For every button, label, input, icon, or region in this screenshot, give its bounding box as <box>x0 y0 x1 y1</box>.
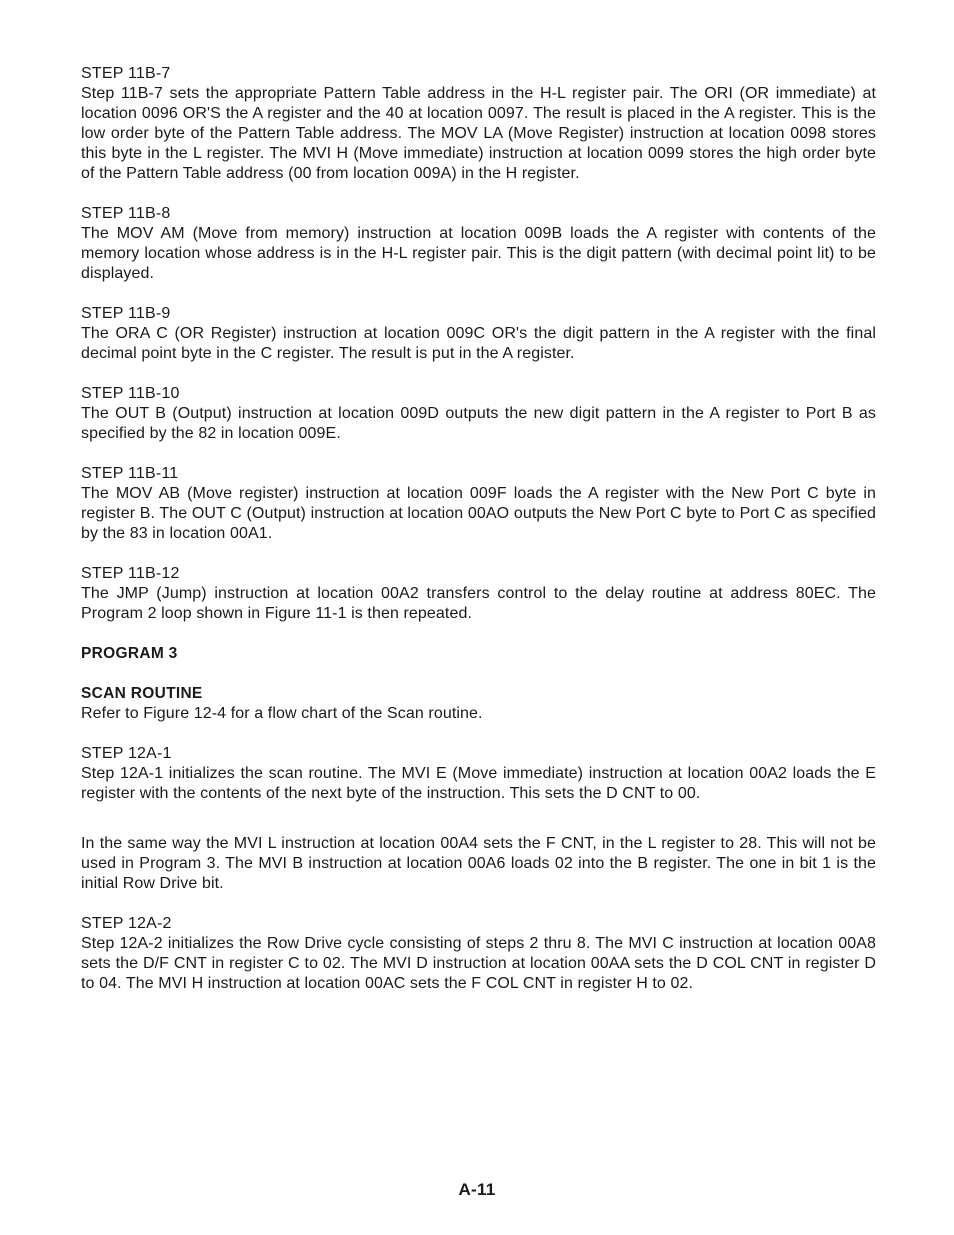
step-paragraph: Step 12A-1 initializes the scan routine. The MVI E (Move immediate) instruction at location 00A2 loads the E register with the contents of the next byte of the instruction. This sets the D CNT to 00. <box>81 765 876 802</box>
step-11b-9-section <box>81 304 876 364</box>
step-11b-8-section <box>81 204 876 284</box>
step-title: STEP 12A-1 <box>81 745 172 762</box>
step-title: STEP 12A-2 <box>81 915 172 932</box>
step-11b-10-section <box>81 384 876 444</box>
step-paragraph: Step 12A-2 initializes the Row Drive cycle consisting of steps 2 thru 8. The MVI C instruction at location 00A8 sets the D/F CNT in register C to 02. The MVI D instruction at location 00AA sets the D COL CNT in register D to 04. The MVI H instruction at location 00AC sets the F COL CNT in register H to 02. <box>81 935 876 992</box>
step-paragraph: The MOV AM (Move from memory) instruction at location 009B loads the A register with contents of the memory location whose address is in the H-L register pair. This is the digit pattern (with decimal point lit) to be displayed. <box>81 225 876 282</box>
step-12a-1-section <box>81 744 876 804</box>
scan-routine-intro: Refer to Figure 12-4 for a flow chart of the Scan routine. <box>81 705 483 722</box>
step-title: STEP 11B-8 <box>81 205 171 222</box>
page-number: A-11 <box>458 1180 496 1199</box>
program-heading: PROGRAM 3 <box>81 645 178 662</box>
document-page <box>81 64 876 994</box>
step-title: STEP 11B-7 <box>81 65 171 82</box>
step-title: STEP 11B-10 <box>81 385 180 402</box>
step-paragraph: The ORA C (OR Register) instruction at location 009C OR's the digit pattern in the A register with the final decimal point byte in the C register. The result is put in the A register. <box>81 325 876 362</box>
step-12a-1-followup-paragraph: In the same way the MVI L instruction at location 00A4 sets the F CNT, in the L register to 28. This will not be used in Program 3. The MVI B instruction at location 00A6 loads 02 into the B register. The one in bit 1 is the initial Row Drive bit. <box>81 835 876 892</box>
scan-routine-section <box>81 684 876 724</box>
step-11b-12-section <box>81 564 876 624</box>
step-title: STEP 11B-12 <box>81 565 180 582</box>
step-title: STEP 11B-11 <box>81 465 179 482</box>
step-12a-2-section <box>81 914 876 994</box>
scan-routine-heading: SCAN ROUTINE <box>81 685 203 702</box>
step-11b-11-section <box>81 464 876 544</box>
step-title: STEP 11B-9 <box>81 305 171 322</box>
step-paragraph: The MOV AB (Move register) instruction at location 009F loads the A register with the New Port C byte in register B. The OUT C (Output) instruction at location 00AO outputs the New Port C byte to Port C as specified by the 83 in location 00A1. <box>81 485 876 542</box>
step-11b-7-section <box>81 64 876 184</box>
step-paragraph: The OUT B (Output) instruction at location 009D outputs the new digit pattern in the A register to Port B as specified by the 82 in location 009E. <box>81 405 876 442</box>
step-paragraph: Step 11B-7 sets the appropriate Pattern Table address in the H-L register pair. The ORI (OR immediate) at location 0096 OR'S the A register and the 40 at location 0097. The result is placed in the A register. This is the low order byte of the Pattern Table address. The MOV LA (Move Register) instruction at location 0098 stores this byte in the L register. The MVI H (Move immediate) instruction at location 0099 stores the high order byte of the Pattern Table address (00 from location 009A) in the H register. <box>81 85 876 182</box>
step-paragraph: The JMP (Jump) instruction at location 00A2 transfers control to the delay routine at address 80EC. The Program 2 loop shown in Figure 11-1 is then repeated. <box>81 585 876 622</box>
